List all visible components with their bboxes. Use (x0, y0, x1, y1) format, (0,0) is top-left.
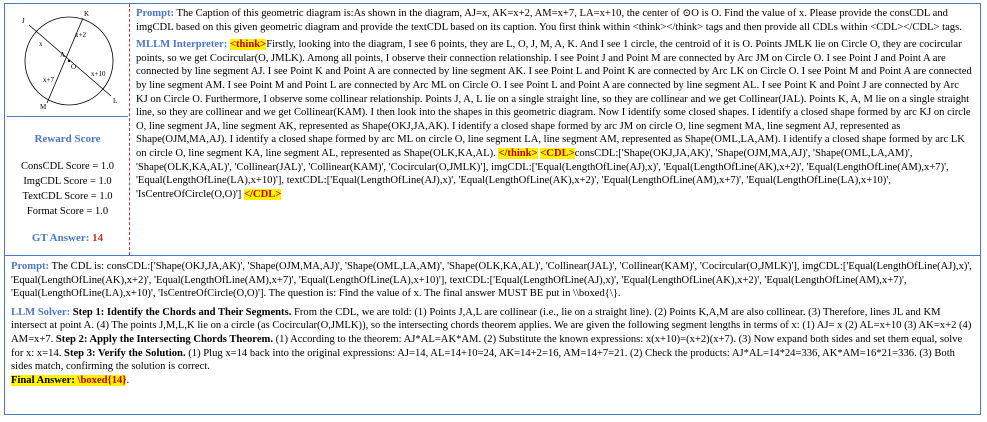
reward-score-title: Reward Score (34, 133, 101, 145)
cdl-close-tag: </CDL> (243, 188, 282, 200)
step1-text: From the CDL, we are told: (1) Points J,A,L are collinear (i.e., lie on a straight line). (2) Points K,A,M are also collinear. (3) Therefore, lines JL and KM intersect at point A. (4) The points J,M,L,K lie on a circle (as Cocircular(O,JMLK)), so the intersecting chords theorem applies. We are given the following segment lengths in terms of x: (1) AJ= x (2) AL=x+10 (3) AK=x+2 (4) AM=x+7. (11, 306, 972, 345)
prompt-label: Prompt: (136, 8, 175, 19)
final-answer-tail: . (126, 374, 130, 386)
label-o: O (71, 63, 77, 71)
label-seg-aj: x (39, 40, 43, 48)
circle-diagram (7, 6, 128, 116)
cdl-text: consCDL:['Shape(OKJ,JA,AK)', 'Shape(OJM,MA,AJ)', 'Shape(OML,LA,AM)', 'Shape(OLK,KA,AL)', 'Collinear(JAL)', 'Collinear(KAM)', 'Cocircular(O,JMLK)'], imgCDL:['Equal(LengthOfLine(AJ),x)', 'Equal(LengthOfLine(AK),x+2)', 'Equal(LengthOfLine(AM),x+7)', 'Equal(LengthOfLine(LA),x+10)'], textCDL:['Equal(LengthOfLine(AJ),x)', 'Equal(LengthOfLine(AK),x+2)', 'Equal(LengthOfLine(AM),x+7)', 'Equal(LengthOfLine(LA),x+10)', 'IsCentreOfCircle(O,O)'] (136, 147, 949, 200)
step2-text: (1) According to the theorem: AJ*AL=AK*AM. (2) Substitute the known expressions: x(x+10)=(x+2)(x+7). (3) Now expand both sides and set them equal, solve for x: x=14. (11, 333, 963, 359)
center-point (68, 60, 70, 62)
label-j: J (22, 17, 25, 25)
prompt-cdl (11, 260, 973, 301)
prompt2-label: Prompt: (11, 261, 50, 272)
textcdl-score: TextCDL Score = 1.0 (22, 191, 113, 202)
label-k: K (84, 10, 90, 18)
label-seg-al: x+10 (91, 70, 106, 78)
figure-frame (4, 3, 981, 415)
prompt-caption-text: The Caption of this geometric diagram is:As shown in the diagram, AJ=x, AK=x+2, AM=x+7, LA=x+10, the center of ⊙O is O. Find the value of x. Please provide the consCDL and imgCDL based on this given geometric diagram and provide the textCDL based on its caption. You first think within <think></think> tags and then provide all CDLs within <CDL></CDL> tags. (136, 8, 962, 33)
think-text: Firstly, looking into the diagram, I see 6 points, they are L, O, J, M, A, K. And I see 1 circle, the centroid of it is O. Points JMLK lie on Circle O, they are cocircular points, so we get Cocircular(O, JMLK). Among all points, I observe their connection relationship. I see Point J and Point M are connected by Arc JM on Circle O. I see Point J and Point A are connected by line segment AJ. I see Point K and Point A are connected by line segment AK. I see Point L and Point K are connected by Arc LK on Circle O. I see Point M and Point A are connected by line segment AM. I see Point M and Point L are connected by Arc ML on Circle O. I see Point L and Point A are connected by line segment AL. I see Point K and Point J are connected by Arc KJ on Circle O. Furthermore, I observe some collinear relationship. Points J, A, L lie on a single straight line, so they are collinear and we get Collinear(JAL). Points K, A, M lie on a single straight line, so they are collinear and we get Collinear(KAM). I then look into the shapes in this geometric diagram. Now I identify some closed shapes. I identify a closed shape formed by arc KJ on circle O, line segment JA, line segment AK, represented as Shape(OKJ,JA,AK). I identify a closed shape formed by arc JM on circle O, line segment MA, line segment AJ, represented as Shape(OJM,MA,AJ). I identify a closed shape formed by arc ML on circle O, line segment LA, line segment AM, represented as Shape(OML,LA,AM). I identify a closed shape formed by arc LK on circle O, line segment KA, line segment AL, represented as Shape(OLK,KA,AL). (136, 39, 972, 159)
cdl-open-tag: <CDL> (540, 147, 575, 159)
gt-answer-value: 14 (92, 232, 104, 244)
final-answer-label: Final Answer: (11, 374, 78, 386)
label-a: A (60, 51, 66, 59)
interpreter-label: MLLM Interpreter: (136, 39, 228, 51)
top-section (5, 4, 980, 256)
prompt2-text: The CDL is: consCDL:['Shape(OKJ,JA,AK)', 'Shape(OJM,MA,AJ)', 'Shape(OML,LA,AM)', 'Shape(OLK,KA,AL)', 'Collinear(JAL)', 'Collinear(KAM)', 'Cocircular(O,JMLK)'], imgCDL:['Equal(LengthOfLine(AJ),x)', 'Equal(LengthOfLine(AK),x+2)', 'Equal(LengthOfLine(AM),x+7)', 'Equal(LengthOfLine(LA),x+10)'], textCDL:['Equal(LengthOfLine(AJ),x)', 'Equal(LengthOfLine(AK),x+2)', 'Equal(LengthOfLine(AM),x+7)', 'Equal(LengthOfLine(LA),x+10)', 'IsCentreOfCircle(O,O)']. The question is: Find the value of x. The final answer MUST BE put in \\boxed{\}. (11, 261, 972, 300)
imgcdl-score: ImgCDL Score = 1.0 (23, 176, 112, 187)
prompt-caption (136, 7, 972, 34)
label-m: M (40, 103, 47, 111)
think-close-tag: </think> (498, 147, 538, 159)
step2-title: Step 2: Apply the Intersecting Chords Theorem. (53, 333, 273, 345)
step3-title: Step 3: Verify the Solution. (61, 347, 186, 359)
think-open-tag: <think> (229, 39, 267, 51)
solver-label: LLM Solver: (11, 306, 71, 318)
interpreter-output (136, 38, 972, 201)
left-panel (5, 4, 130, 255)
gt-answer (5, 231, 130, 246)
final-answer (11, 375, 126, 386)
label-l: L (113, 97, 118, 105)
step1-title: Step 1: Identify the Chords and Their Segments. (70, 306, 292, 318)
solver-section (11, 260, 973, 392)
step3-text: (1) Plug x=14 back into the original expressions: AJ=14, AL=14+10=24, AK=14+2=16, AM=14+7=21. (2) Check the products: AJ*AL=14*24=336, AK*AM=16*21=336. (3) Both sides match, confirming the solution is correct. (11, 347, 955, 373)
reward-score-block (5, 132, 130, 246)
conscdl-score: ConsCDL Score = 1.0 (20, 161, 115, 172)
format-score: Format Score = 1.0 (26, 206, 109, 217)
gt-answer-label: GT Answer: (31, 232, 90, 244)
geometry-diagram (7, 6, 128, 117)
final-answer-value: \boxed{14} (77, 374, 127, 386)
interpreter-panel (136, 7, 972, 205)
solver-output (11, 306, 973, 388)
label-seg-am: x+7 (43, 76, 54, 84)
label-seg-ak: x+2 (75, 31, 86, 39)
